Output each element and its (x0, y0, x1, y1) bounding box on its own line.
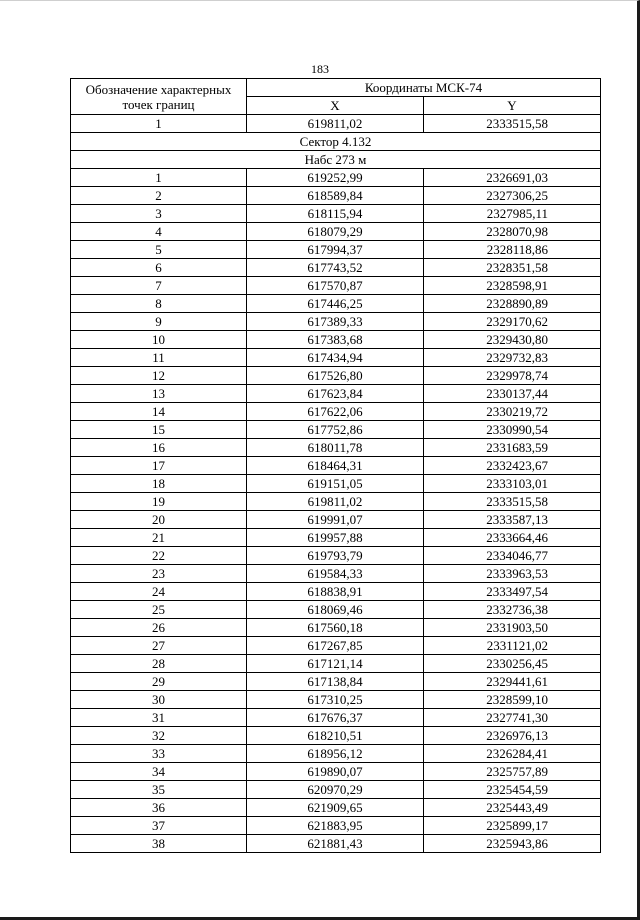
point-number-cell: 38 (71, 835, 247, 853)
table-row (71, 259, 601, 277)
table-row (71, 655, 601, 673)
coords-header: Координаты МСК-74 (247, 79, 601, 97)
point-number-cell: 21 (71, 529, 247, 547)
x-coordinate-cell: 620970,29 (247, 781, 424, 799)
point-number-cell: 30 (71, 691, 247, 709)
x-coordinate-cell: 619151,05 (247, 475, 424, 493)
y-coordinate-cell: 2328351,58 (424, 259, 601, 277)
x-coordinate-cell: 618011,78 (247, 439, 424, 457)
table-row (71, 565, 601, 583)
table-row (71, 493, 601, 511)
height-label: Набс 273 м (71, 151, 601, 169)
table-row (71, 727, 601, 745)
y-coordinate-cell: 2333587,13 (424, 511, 601, 529)
point-number-cell: 9 (71, 313, 247, 331)
y-coordinate-cell: 2326691,03 (424, 169, 601, 187)
x-coordinate-cell: 617310,25 (247, 691, 424, 709)
point-number-cell: 24 (71, 583, 247, 601)
point-number-cell: 15 (71, 421, 247, 439)
y-coordinate-cell: 2330219,72 (424, 403, 601, 421)
point-number-cell: 14 (71, 403, 247, 421)
x-coordinate-cell: 617526,80 (247, 367, 424, 385)
x-coordinate-cell: 617570,87 (247, 277, 424, 295)
x-coordinate-cell: 619890,07 (247, 763, 424, 781)
point-number-cell: 35 (71, 781, 247, 799)
point-number-cell: 25 (71, 601, 247, 619)
table-row (71, 781, 601, 799)
point-number-cell: 19 (71, 493, 247, 511)
y-coordinate-cell: 2333515,58 (424, 493, 601, 511)
point-number-cell: 12 (71, 367, 247, 385)
table-row (71, 349, 601, 367)
x-coordinate-cell: 619811,02 (247, 493, 424, 511)
y-coordinate-cell: 2333497,54 (424, 583, 601, 601)
x-coordinate-cell: 618069,46 (247, 601, 424, 619)
y-coordinate-cell: 2328118,86 (424, 241, 601, 259)
table-row (71, 601, 601, 619)
point-number-cell: 10 (71, 331, 247, 349)
table-row (71, 205, 601, 223)
x-coordinate-cell: 617138,84 (247, 673, 424, 691)
y-coordinate-cell: 2331683,59 (424, 439, 601, 457)
point-number-cell: 7 (71, 277, 247, 295)
x-coordinate-cell: 617994,37 (247, 241, 424, 259)
y-coordinate-cell: 2329430,80 (424, 331, 601, 349)
x-coordinate-cell: 617676,37 (247, 709, 424, 727)
point-number-cell: 23 (71, 565, 247, 583)
x-coordinate-cell: 617446,25 (247, 295, 424, 313)
table-row (71, 313, 601, 331)
point-number-cell: 29 (71, 673, 247, 691)
x-coordinate-cell: 617267,85 (247, 637, 424, 655)
table-row (71, 799, 601, 817)
y-coordinate-cell: 2328070,98 (424, 223, 601, 241)
y-coordinate-cell: 2328890,89 (424, 295, 601, 313)
y-coordinate-cell: 2334046,77 (424, 547, 601, 565)
point-number-cell: 26 (71, 619, 247, 637)
y-coordinate-cell: 2328598,91 (424, 277, 601, 295)
point-number-cell: 1 (71, 169, 247, 187)
point-number-cell: 2 (71, 187, 247, 205)
x-coordinate-cell: 617622,06 (247, 403, 424, 421)
point-number-cell: 16 (71, 439, 247, 457)
table-row (71, 511, 601, 529)
y-coordinate-cell: 2325454,59 (424, 781, 601, 799)
table-row (71, 691, 601, 709)
y-coordinate-cell: 2326284,41 (424, 745, 601, 763)
page-number: 183 (311, 62, 329, 76)
table-row (71, 709, 601, 727)
y-coordinate-cell: 2325899,17 (424, 817, 601, 835)
table-row (71, 421, 601, 439)
x-coordinate-cell: 619793,79 (247, 547, 424, 565)
x-coordinate-cell: 618956,12 (247, 745, 424, 763)
y-coordinate-cell: 2333515,58 (424, 115, 601, 133)
table-row (71, 745, 601, 763)
y-coordinate-cell: 2333664,46 (424, 529, 601, 547)
table-row (71, 475, 601, 493)
x-coordinate-cell: 617743,52 (247, 259, 424, 277)
point-number-cell: 4 (71, 223, 247, 241)
y-coordinate-cell: 2332423,67 (424, 457, 601, 475)
x-coordinate-cell: 619991,07 (247, 511, 424, 529)
y-coordinate-cell: 2326976,13 (424, 727, 601, 745)
y-coordinate-cell: 2331903,50 (424, 619, 601, 637)
table-row (71, 367, 601, 385)
x-coordinate-cell: 617383,68 (247, 331, 424, 349)
y-coordinate-cell: 2327741,30 (424, 709, 601, 727)
y-header: Y (424, 97, 601, 115)
point-number-cell: 20 (71, 511, 247, 529)
table-row (71, 223, 601, 241)
y-coordinate-cell: 2333103,01 (424, 475, 601, 493)
point-number-cell: 32 (71, 727, 247, 745)
x-coordinate-cell: 618210,51 (247, 727, 424, 745)
table-row (71, 295, 601, 313)
table-row (71, 763, 601, 781)
y-coordinate-cell: 2330990,54 (424, 421, 601, 439)
x-coordinate-cell: 617623,84 (247, 385, 424, 403)
y-coordinate-cell: 2329978,74 (424, 367, 601, 385)
x-coordinate-cell: 617560,18 (247, 619, 424, 637)
sector-title: Сектор 4.132 (71, 133, 601, 151)
point-header: Обозначение характерных точек границ (71, 79, 247, 115)
point-number-cell: 1 (71, 115, 247, 133)
y-coordinate-cell: 2327985,11 (424, 205, 601, 223)
table-row (71, 385, 601, 403)
table-row (71, 619, 601, 637)
x-coordinate-cell: 618079,29 (247, 223, 424, 241)
y-coordinate-cell: 2328599,10 (424, 691, 601, 709)
x-coordinate-cell: 619957,88 (247, 529, 424, 547)
table-row (71, 547, 601, 565)
point-number-cell: 31 (71, 709, 247, 727)
y-coordinate-cell: 2330137,44 (424, 385, 601, 403)
x-coordinate-cell: 618838,91 (247, 583, 424, 601)
y-coordinate-cell: 2331121,02 (424, 637, 601, 655)
x-coordinate-cell: 618115,94 (247, 205, 424, 223)
table-row (71, 277, 601, 295)
table-row (71, 529, 601, 547)
table-row (71, 439, 601, 457)
y-coordinate-cell: 2329170,62 (424, 313, 601, 331)
table-row (71, 817, 601, 835)
y-coordinate-cell: 2329441,61 (424, 673, 601, 691)
x-coordinate-cell: 617121,14 (247, 655, 424, 673)
point-number-cell: 34 (71, 763, 247, 781)
y-coordinate-cell: 2332736,38 (424, 601, 601, 619)
table-row (71, 169, 601, 187)
point-number-cell: 17 (71, 457, 247, 475)
y-coordinate-cell: 2325443,49 (424, 799, 601, 817)
height-row (71, 151, 601, 169)
header-row-main (71, 79, 601, 97)
sector-title-row (71, 133, 601, 151)
table-row (71, 403, 601, 421)
coordinates-table-body (71, 79, 601, 853)
x-coordinate-cell: 618464,31 (247, 457, 424, 475)
point-number-cell: 22 (71, 547, 247, 565)
x-coordinate-cell: 621909,65 (247, 799, 424, 817)
point-number-cell: 27 (71, 637, 247, 655)
x-coordinate-cell: 618589,84 (247, 187, 424, 205)
y-coordinate-cell: 2325757,89 (424, 763, 601, 781)
y-coordinate-cell: 2325943,86 (424, 835, 601, 853)
x-coordinate-cell: 619584,33 (247, 565, 424, 583)
point-number-cell: 13 (71, 385, 247, 403)
x-coordinate-cell: 617752,86 (247, 421, 424, 439)
x-header: X (247, 97, 424, 115)
point-number-cell: 18 (71, 475, 247, 493)
y-coordinate-cell: 2330256,45 (424, 655, 601, 673)
table-row (71, 835, 601, 853)
table-row (71, 673, 601, 691)
x-coordinate-cell: 617434,94 (247, 349, 424, 367)
y-coordinate-cell: 2333963,53 (424, 565, 601, 583)
point-number-cell: 11 (71, 349, 247, 367)
x-coordinate-cell: 619811,02 (247, 115, 424, 133)
point-number-cell: 8 (71, 295, 247, 313)
table-row (71, 637, 601, 655)
table-row (71, 187, 601, 205)
point-number-cell: 6 (71, 259, 247, 277)
x-coordinate-cell: 621881,43 (247, 835, 424, 853)
point-number-cell: 28 (71, 655, 247, 673)
table-row (71, 331, 601, 349)
table-row (71, 115, 601, 133)
coordinates-table (70, 78, 601, 853)
table-row (71, 583, 601, 601)
point-number-cell: 3 (71, 205, 247, 223)
y-coordinate-cell: 2327306,25 (424, 187, 601, 205)
table-row (71, 241, 601, 259)
x-coordinate-cell: 617389,33 (247, 313, 424, 331)
x-coordinate-cell: 619252,99 (247, 169, 424, 187)
point-number-cell: 37 (71, 817, 247, 835)
point-number-cell: 5 (71, 241, 247, 259)
x-coordinate-cell: 621883,95 (247, 817, 424, 835)
table-row (71, 457, 601, 475)
point-number-cell: 36 (71, 799, 247, 817)
y-coordinate-cell: 2329732,83 (424, 349, 601, 367)
point-number-cell: 33 (71, 745, 247, 763)
